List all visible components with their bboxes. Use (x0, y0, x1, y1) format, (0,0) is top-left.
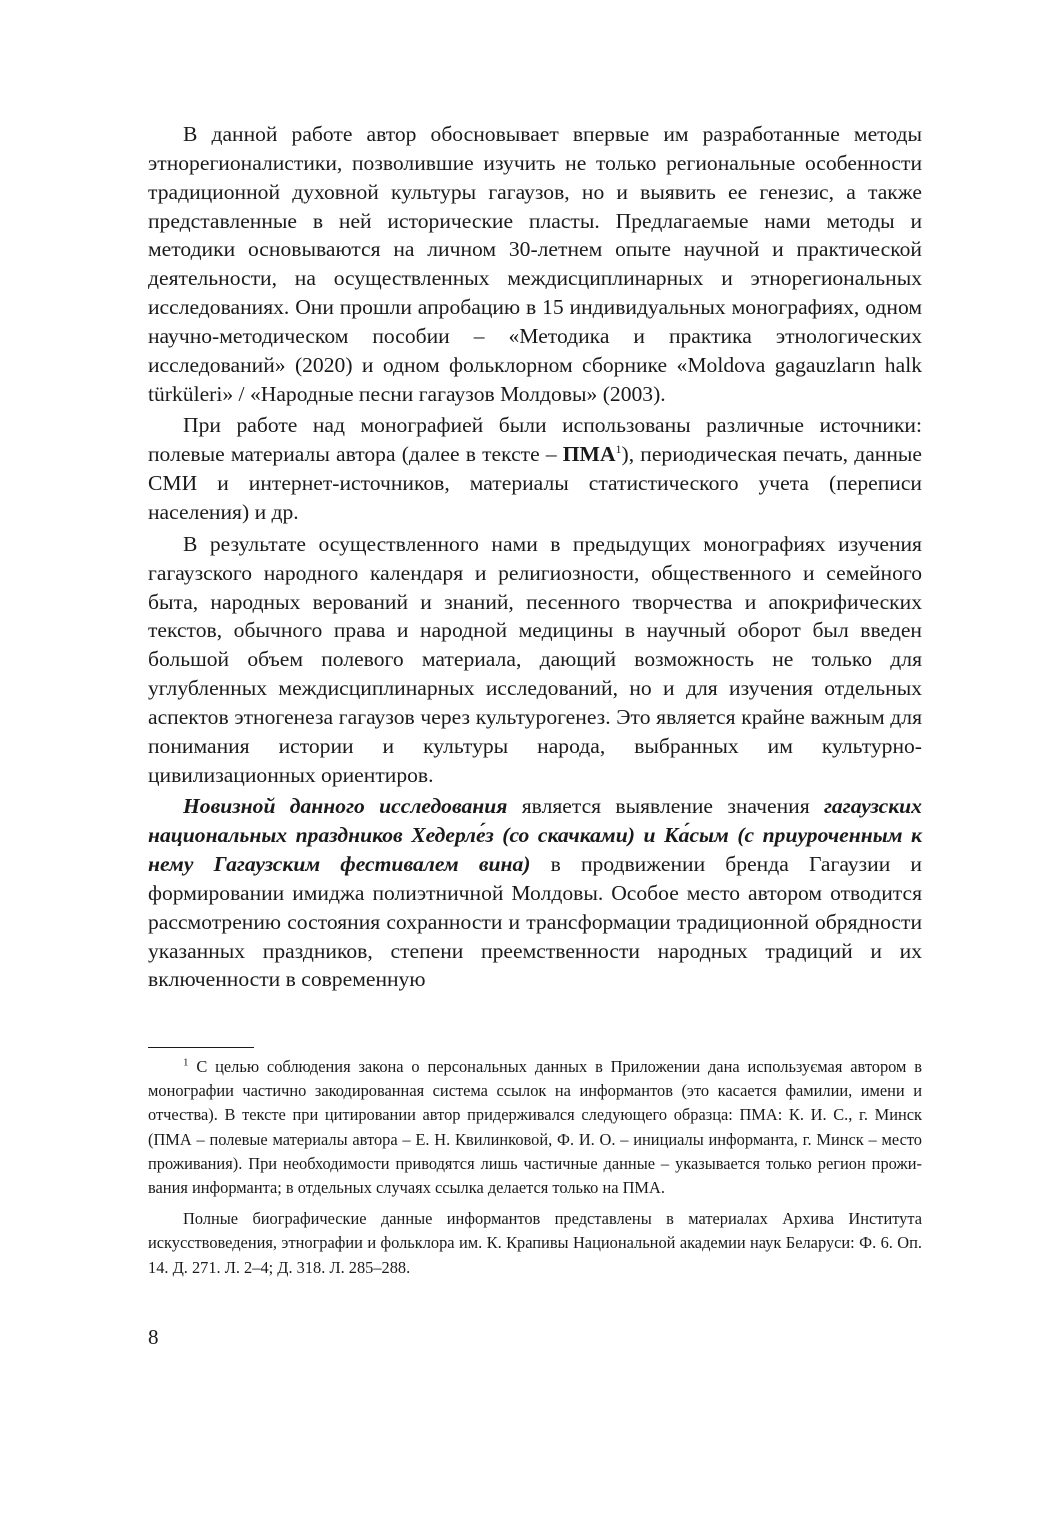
novelty-emphasis: Новизной данного исследования (183, 794, 508, 819)
paragraph-results (148, 530, 922, 790)
footnote-1-mark: 1 (183, 1056, 189, 1069)
paragraph-sources (148, 411, 922, 526)
main-text (148, 120, 922, 997)
footnote-reference[interactable]: 1 (615, 442, 622, 457)
paragraph-sources-text-end: ), периодическая печать, данные СМИ и интернет-источников, материалы статистического учета (переписи населения) и др. (148, 442, 922, 524)
paragraph-novelty-text-mid: является выявление значения (507, 794, 824, 819)
paragraph-methods (148, 120, 922, 408)
paragraph-results-text: В результате осуществленного нами в предыдущих монографиях изучения гагаузского народного календаря и религиозности, общественного и семейного быта, народных верований и знаний, песенного творчества и апокрифических текстов, обычного права и народной медицины в научный оборот был введен большой объем полевого материала, дающий возможность не только для углубленных междисциплинарных исследований, но и для изучения отдельных аспектов этногенеза гагаузов через культурогенез. Это является крайне важным для понимания истории и культуры народа, выбранных им культурно-цивилизационных ориентиров. (148, 531, 922, 787)
footnote-2 (148, 1207, 922, 1280)
footnote-2-text: Полные биографические данные информантов представлены в материалах Архива Института искусствоведения, этнографии и фольклора им. К. Крапивы Национальной академии наук Беларуси: Ф. 6. Оп. 14. Д. 271. Л. 2–4; Д. 318. Л. 285–288. (148, 1209, 922, 1277)
paragraph-sources-text-start: При работе над монографией были использованы различные источники: полевые материалы автора (далее в тексте – (148, 413, 922, 467)
footnotes (148, 1055, 922, 1287)
paragraph-methods-text: В данной работе автор обосновывает впервые им разработанные методы этнорегионалистики, позволившие изучить не только региональные особенности традиционной духовной культуры гагаузов, но и выявить ее генезис, а также представленные в ней исторические пласты. Предлагаемые нами методы и методики основываются на личном 30-летнем опыте научной и практической деятельности, на осуществленных междисциплинарных и этнорегиональных исследованиях. Они прошли апробацию в 15 индивидуальных монографиях, одном научно-методическом пособии – «Методика и практика этнологических исследований» (2020) и одном фольклорном сборнике «Moldova gagauzların halk türküleri» / «Народные песни гагаузов Молдовы» (2003). (148, 122, 922, 406)
footnote-1-text: С целью соблюдения закона о персональных данных в Приложении дана используємая автором в монографии частично закодированная система ссылок на информантов (это касается фамилии, имени и отчества). В тексте при цитировании автор придерживался следующего образца: ПМА: К. И. С., г. Минск (ПМА – полевые материалы автора – Е. Н. Квилинковой, Ф. И. О. – инициалы информанта, г. Минск – место проживания). При необходимости приводятся лишь частичные данные – указывается только регион проживания информанта; в отдельных случаях ссылка делается только на ПМА. (148, 1057, 922, 1198)
holidays-emphasis: гагаузских национальных праздников Хедерле́з (со скачками) и Ка́сым (с приуроченным к нему Гагаузским фестивалем вина) (148, 794, 922, 877)
footnote-separator (148, 1047, 254, 1048)
paragraph-novelty-text-end: в продвижении бренда Гагаузии и формировании имиджа полиэтничной Молдовы. Особое место автором отводится рассмотрению состояния сохранности и трансформации традиционной обрядности указанных праздников, степени преемственности народных традиций и их включенности в современную (148, 852, 922, 992)
footnote-1 (148, 1055, 922, 1200)
paragraph-novelty (148, 792, 922, 994)
page-number: 8 (148, 1325, 159, 1349)
pma-abbreviation: ПМА (562, 442, 616, 467)
